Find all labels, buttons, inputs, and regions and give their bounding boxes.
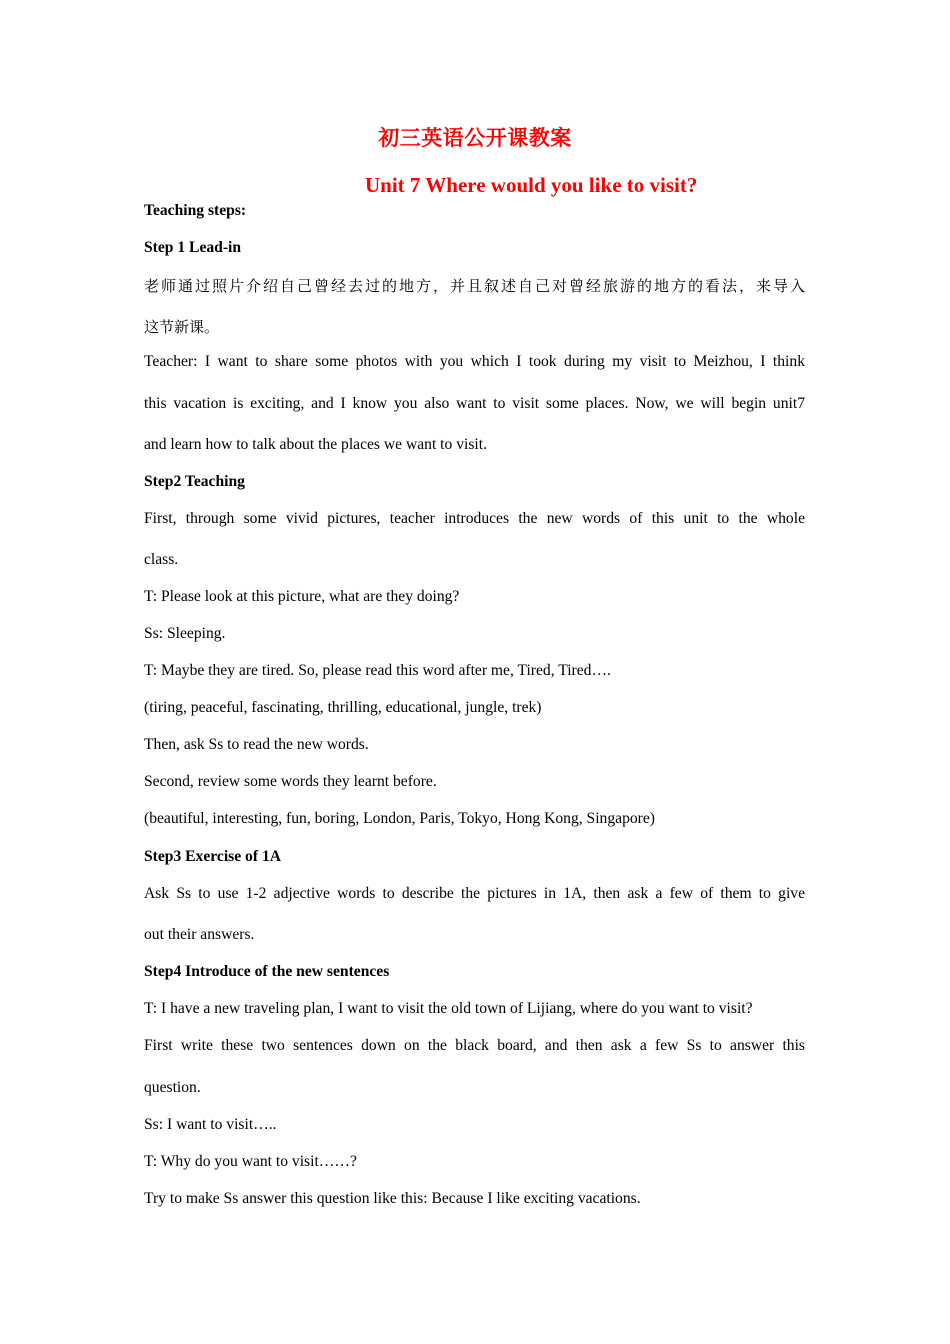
step4-paragraph-line-2: question. <box>144 1079 201 1096</box>
step2-teacher-question: T: Please look at this picture, what are they doing? <box>144 588 460 605</box>
step1-teacher-line-3: and learn how to talk about the places we want to visit. <box>144 436 487 453</box>
step3-paragraph-line-2: out their answers. <box>144 926 255 943</box>
step4-paragraph-line-1: First write these two sentences down on the black board, and then ask a few Ss to answer this <box>144 1037 805 1054</box>
step2-paragraph-line-1: First, through some vivid pictures, teacher introduces the new words of this unit to the whole <box>144 510 805 527</box>
step1-teacher-line-2: this vacation is exciting, and I know you also want to visit some places. Now, we will begin unit7 <box>144 395 805 412</box>
step2-heading: Step2 Teaching <box>144 473 245 490</box>
document-title-chinese: 初三英语公开课教案 <box>378 126 572 150</box>
step1-heading: Step 1 Lead-in <box>144 239 242 256</box>
step2-new-words-list: (tiring, peaceful, fascinating, thrilling, educational, jungle, trek) <box>144 699 542 716</box>
step1-teacher-line-1: Teacher: I want to share some photos with you which I took during my visit to Meizhou, I think <box>144 353 805 370</box>
step4-try-line: Try to make Ss answer this question like this: Because I like exciting vacations. <box>144 1190 641 1207</box>
document-title-english: Unit 7 Where would you like to visit? <box>365 173 698 197</box>
step1-chinese-line-1: 老师通过照片介绍自己曾经去过的地方，并且叙述自己对曾经旅游的地方的看法，来导入 <box>144 277 805 295</box>
step4-teacher-plan: T: I have a new traveling plan, I want to visit the old town of Lijiang, where do you want to visit? <box>144 1000 753 1017</box>
step3-paragraph-line-1: Ask Ss to use 1-2 adjective words to describe the pictures in 1A, then ask a few of them to give <box>144 885 805 902</box>
step2-review-words-list: (beautiful, interesting, fun, boring, London, Paris, Tokyo, Hong Kong, Singapore) <box>144 810 655 827</box>
step4-heading: Step4 Introduce of the new sentences <box>144 963 390 980</box>
step2-students-answer: Ss: Sleeping. <box>144 625 226 642</box>
step1-chinese-line-2: 这节新课。 <box>144 318 220 336</box>
step3-heading: Step3 Exercise of 1A <box>144 848 282 865</box>
step2-second-line: Second, review some words they learnt before. <box>144 773 437 790</box>
step4-students-answer: Ss: I want to visit….. <box>144 1116 277 1133</box>
step2-paragraph-line-2: class. <box>144 551 179 568</box>
step2-then-line: Then, ask Ss to read the new words. <box>144 736 369 753</box>
teaching-steps-label: Teaching steps: <box>144 202 247 219</box>
step2-teacher-tired: T: Maybe they are tired. So, please read this word after me, Tired, Tired…. <box>144 662 611 679</box>
step4-teacher-why: T: Why do you want to visit……? <box>144 1153 357 1170</box>
